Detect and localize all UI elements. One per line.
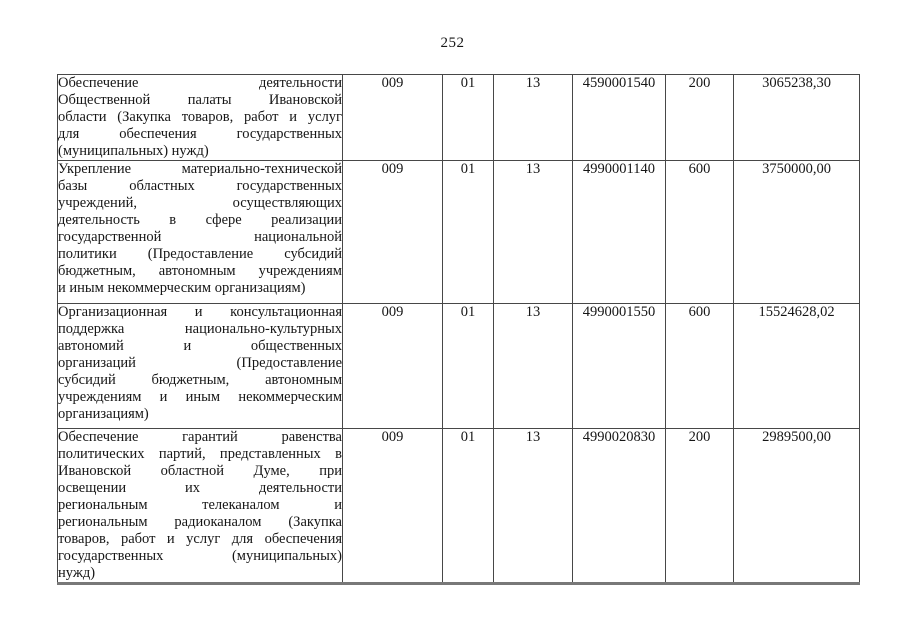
amount-cell: 2989500,00 (734, 429, 860, 584)
row-description (58, 304, 343, 429)
target-article-code-cell: 4990001140 (573, 161, 666, 304)
description-line: бюджетным, автономным учреждениям (58, 263, 342, 279)
grbs-code-cell: 009 (343, 75, 443, 161)
amount-cell: 3065238,30 (734, 75, 860, 161)
section-code-cell: 01 (443, 75, 494, 161)
table-row (58, 429, 860, 584)
description-line: Организационная и консультационная (58, 304, 342, 320)
expense-type-code-cell: 600 (666, 304, 734, 429)
budget-table (57, 74, 860, 585)
description-line: поддержка национально-культурных (58, 321, 342, 337)
grbs-code-cell: 009 (343, 429, 443, 584)
description-line: Общественной палаты Ивановской (58, 92, 342, 108)
section-code-cell: 01 (443, 161, 494, 304)
description-line: и иным некоммерческим организациям) (58, 280, 306, 296)
budget-table-body (58, 75, 860, 584)
table-row (58, 304, 860, 429)
description-line: государственных (муниципальных) (58, 548, 342, 564)
description-line: нужд) (58, 565, 96, 581)
grbs-code-cell: 009 (343, 304, 443, 429)
amount-cell: 15524628,02 (734, 304, 860, 429)
description-line: организациям) (58, 406, 149, 422)
description-line: субсидий бюджетным, автономным (58, 372, 342, 388)
description-line: организаций (Предоставление (58, 355, 342, 371)
row-description (58, 161, 343, 304)
description-line: учреждениям и иным некоммерческим (58, 389, 342, 405)
description-line: Ивановской областной Думе, при (58, 463, 342, 479)
subsection-code-cell: 13 (494, 75, 573, 161)
description-line: Обеспечение гарантий равенства (58, 429, 342, 445)
description-line: политики (Предоставление субсидий (58, 246, 342, 262)
target-article-code-cell: 4990020830 (573, 429, 666, 584)
target-article-code-cell: 4590001540 (573, 75, 666, 161)
row-description (58, 75, 343, 161)
expense-type-code-cell: 200 (666, 75, 734, 161)
expense-type-code-cell: 200 (666, 429, 734, 584)
table-row (58, 161, 860, 304)
description-line: Укрепление материально-технической (58, 161, 342, 177)
description-line: учреждений, осуществляющих (58, 195, 342, 211)
description-line: политических партий, представленных в (58, 446, 342, 462)
description-line: государственной национальной (58, 229, 342, 245)
target-article-code-cell: 4990001550 (573, 304, 666, 429)
description-line: региональным телеканалом и (58, 497, 342, 513)
section-code-cell: 01 (443, 429, 494, 584)
description-line: региональным радиоканалом (Закупка (58, 514, 342, 530)
table-row (58, 75, 860, 161)
description-line: автономий и общественных (58, 338, 342, 354)
subsection-code-cell: 13 (494, 304, 573, 429)
subsection-code-cell: 13 (494, 429, 573, 584)
amount-cell: 3750000,00 (734, 161, 860, 304)
description-line: для обеспечения государственных (58, 126, 342, 142)
description-line: Обеспечение деятельности (58, 75, 342, 91)
section-code-cell: 01 (443, 304, 494, 429)
description-line: освещении их деятельности (58, 480, 342, 496)
description-line: области (Закупка товаров, работ и услуг (58, 109, 342, 125)
description-line: товаров, работ и услуг для обеспечения (58, 531, 342, 547)
description-line: деятельность в сфере реализации (58, 212, 342, 228)
description-line: базы областных государственных (58, 178, 342, 194)
page-number: 252 (440, 35, 465, 51)
subsection-code-cell: 13 (494, 161, 573, 304)
expense-type-code-cell: 600 (666, 161, 734, 304)
row-description (58, 429, 343, 584)
description-line: (муниципальных) нужд) (58, 143, 209, 159)
grbs-code-cell: 009 (343, 161, 443, 304)
